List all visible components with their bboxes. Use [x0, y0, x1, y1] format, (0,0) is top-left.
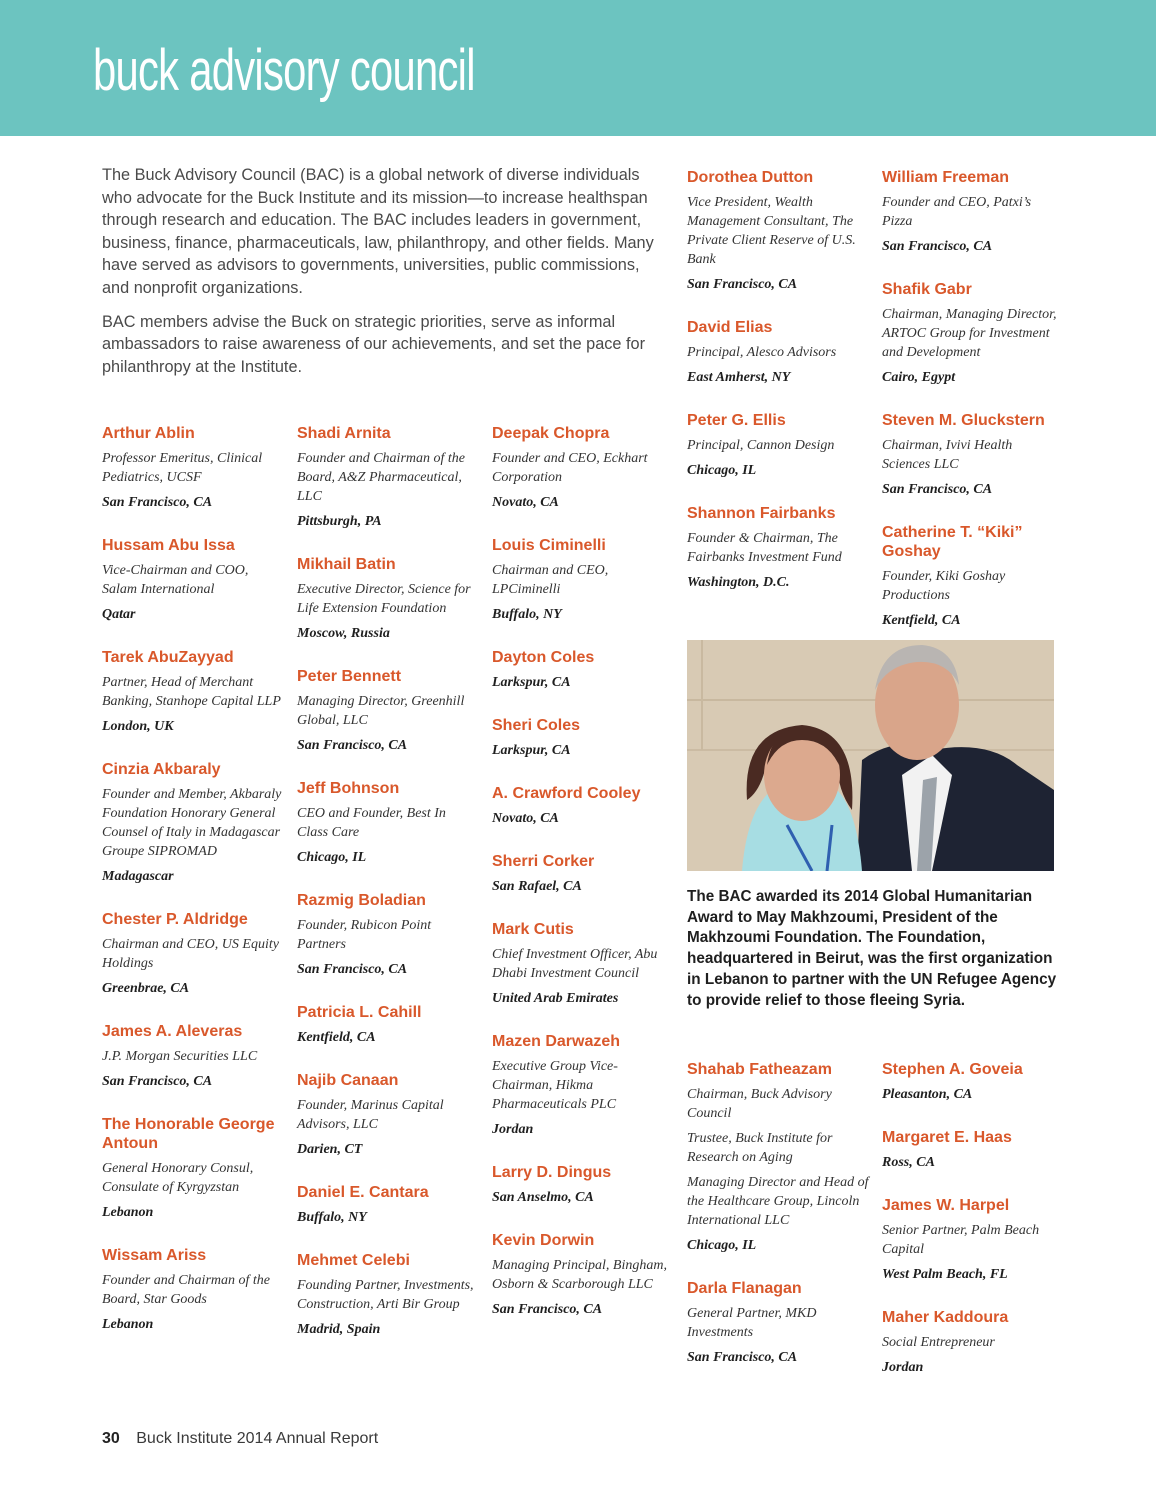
member-location: Novato, CA: [492, 811, 559, 826]
member-name: Mehmet Celebi: [297, 1252, 410, 1269]
member-title: Founder and CEO, Patxi’s Pizza: [882, 195, 1032, 229]
member-name: Larry D. Dingus: [492, 1164, 612, 1181]
member-name: Shahab Fatheazam: [687, 1061, 832, 1078]
member-entry: [102, 910, 284, 998]
member-entry: [297, 424, 479, 531]
intro-text: [102, 164, 654, 389]
member-name: Chester P. Aldridge: [102, 911, 248, 928]
member-name: Darla Flanagan: [687, 1280, 802, 1297]
member-entry: [882, 411, 1058, 499]
member-column: [492, 424, 674, 1343]
member-title: Principal, Cannon Design: [687, 438, 835, 453]
member-title: Founder and CEO, Eckhart Corporation: [492, 451, 648, 485]
header-band: [0, 0, 1156, 136]
member-location: Novato, CA: [492, 495, 559, 510]
member-entry: [687, 1279, 869, 1367]
member-location: San Francisco, CA: [882, 482, 993, 497]
publication-title: Buck Institute 2014 Annual Report: [136, 1430, 379, 1447]
member-name: Shafik Gabr: [882, 281, 972, 298]
member-entry: [102, 1022, 284, 1091]
member-location: Chicago, IL: [687, 1238, 757, 1253]
member-name: Deepak Chopra: [492, 425, 610, 442]
member-location: Buffalo, NY: [492, 607, 562, 622]
member-name: A. Crawford Cooley: [492, 785, 641, 802]
member-location: United Arab Emirates: [492, 991, 619, 1006]
page-title: buck advisory council: [93, 38, 475, 103]
member-location: Larkspur, CA: [492, 743, 571, 758]
intro-paragraph: The Buck Advisory Council (BAC) is a global network of diverse individuals who advocate for the Buck Institute and its mission—to increase healthspan through research and education. The BAC includes leaders in government, business, finance, pharmaceuticals, law, philanthropy, and other fields. Many have served as advisors to governments, universities, public commissions, and nonprofit organizations.: [102, 166, 654, 297]
member-location: Darien, CT: [297, 1142, 363, 1157]
member-location: Cairo, Egypt: [882, 370, 956, 385]
member-location: Madrid, Spain: [297, 1322, 381, 1337]
member-name: The Honorable George Antoun: [102, 1116, 275, 1152]
member-title: Founder and Chairman of the Board, A&Z Pharmaceutical, LLC: [297, 451, 465, 504]
member-name: James A. Aleveras: [102, 1023, 243, 1040]
member-entry: [102, 1115, 284, 1222]
member-name: Arthur Ablin: [102, 425, 195, 442]
member-title: Professor Emeritus, Clinical Pediatrics, UCSF: [102, 451, 263, 485]
member-entry: [687, 1060, 869, 1255]
member-title: Founder and Chairman of the Board, Star Goods: [102, 1273, 270, 1307]
member-name: William Freeman: [882, 169, 1010, 186]
member-location: San Francisco, CA: [297, 738, 408, 753]
member-name: Daniel E. Cantara: [297, 1184, 429, 1201]
member-location: Madagascar: [102, 869, 174, 884]
member-entry: [492, 716, 674, 760]
member-name: Cinzia Akbaraly: [102, 761, 221, 778]
member-title: Founder, Marinus Capital Advisors, LLC: [297, 1098, 444, 1132]
member-location: Lebanon: [102, 1205, 154, 1220]
member-title: Managing Director, Greenhill Global, LLC: [297, 694, 465, 728]
member-location: Qatar: [102, 607, 136, 622]
page-number: 30: [102, 1430, 120, 1447]
member-entry: [882, 1308, 1058, 1377]
member-title: Founder, Rubicon Point Partners: [297, 918, 432, 952]
member-location: Kentfield, CA: [297, 1030, 376, 1045]
member-entry: [102, 760, 284, 886]
member-column: [687, 1060, 869, 1391]
member-entry: [687, 318, 869, 387]
member-name: Peter Bennett: [297, 668, 402, 685]
member-name: Shadi Arnita: [297, 425, 391, 442]
member-name: Sheri Coles: [492, 717, 581, 734]
member-column: [297, 424, 479, 1363]
member-location: San Francisco, CA: [297, 962, 408, 977]
member-location: Greenbrae, CA: [102, 981, 190, 996]
member-entry: [882, 1196, 1058, 1284]
member-name: Shannon Fairbanks: [687, 505, 836, 522]
member-name: Jeff Bohnson: [297, 780, 400, 797]
member-location: West Palm Beach, FL: [882, 1267, 1008, 1282]
member-location: Chicago, IL: [297, 850, 367, 865]
member-location: London, UK: [102, 719, 174, 734]
member-name: Margaret E. Haas: [882, 1129, 1012, 1146]
member-name: Steven M. Gluckstern: [882, 412, 1045, 429]
page-footer: [102, 1430, 378, 1448]
member-title: Partner, Head of Merchant Banking, Stanhope Capital LLP: [102, 675, 281, 709]
member-entry: [492, 852, 674, 896]
member-entry: [297, 1003, 479, 1047]
member-title: Founder, Kiki Goshay Productions: [882, 569, 1006, 603]
member-entry: [882, 280, 1058, 387]
member-title: Founder and Member, Akbaraly Foundation Honorary General Counsel of Italy in Madagascar Groupe SIPROMAD: [102, 787, 282, 859]
member-name: Wissam Ariss: [102, 1247, 207, 1264]
photo-illustration: [687, 640, 1054, 871]
member-name: Tarek AbuZayyad: [102, 649, 234, 666]
member-entry: [102, 1246, 284, 1334]
member-title: Managing Principal, Bingham, Osborn & Scarborough LLC: [492, 1258, 667, 1292]
member-location: San Francisco, CA: [102, 1074, 213, 1089]
member-title: Chairman, Buck Advisory Council: [687, 1087, 832, 1121]
member-location: San Francisco, CA: [492, 1302, 603, 1317]
member-name: Kevin Dorwin: [492, 1232, 595, 1249]
member-name: Patricia L. Cahill: [297, 1004, 422, 1021]
member-name: Peter G. Ellis: [687, 412, 786, 429]
member-name: Mark Cutis: [492, 921, 574, 938]
member-title: Executive Director, Science for Life Extension Foundation: [297, 582, 471, 616]
member-column: [882, 1060, 1058, 1401]
member-entry: [882, 168, 1058, 256]
member-entry: [297, 1183, 479, 1227]
member-name: Catherine T. “Kiki” Goshay: [882, 524, 1023, 560]
member-location: Lebanon: [102, 1317, 154, 1332]
member-title: Social Entrepreneur: [882, 1335, 995, 1350]
member-title: Chairman, Ivivi Health Sciences LLC: [882, 438, 1013, 472]
member-name: David Elias: [687, 319, 773, 336]
member-title: General Honorary Consul, Consulate of Kyrgyzstan: [102, 1161, 254, 1195]
member-name: Hussam Abu Issa: [102, 537, 235, 554]
member-title: Senior Partner, Palm Beach Capital: [882, 1223, 1040, 1257]
member-name: Dorothea Dutton: [687, 169, 814, 186]
member-location: Pleasanton, CA: [882, 1087, 973, 1102]
intro-paragraph: BAC members advise the Buck on strategic priorities, serve as informal ambassadors to raise awareness of our achievements, and set the pace for philanthropy at the Institute.: [102, 312, 646, 376]
member-location: Buffalo, NY: [297, 1210, 367, 1225]
member-entry: [687, 411, 869, 480]
member-location: Jordan: [492, 1122, 534, 1137]
member-title: Trustee, Buck Institute for Research on Aging: [687, 1131, 833, 1165]
member-title: Chairman and CEO, LPCiminelli: [492, 563, 609, 597]
member-title: General Partner, MKD Investments: [687, 1306, 817, 1340]
member-entry: [297, 891, 479, 979]
member-entry: [492, 536, 674, 624]
member-location: San Francisco, CA: [102, 495, 213, 510]
member-entry: [492, 1163, 674, 1207]
member-entry: [102, 648, 284, 736]
member-location: Ross, CA: [882, 1155, 935, 1170]
member-title: Founder & Chairman, The Fairbanks Investment Fund: [687, 531, 842, 565]
member-title: Managing Director and Head of the Healthcare Group, Lincoln International LLC: [687, 1175, 869, 1228]
member-entry: [492, 424, 674, 512]
member-entry: [492, 1032, 674, 1139]
member-entry: [492, 1231, 674, 1319]
member-name: Sherri Corker: [492, 853, 595, 870]
member-entry: [882, 1128, 1058, 1172]
member-title: CEO and Founder, Best In Class Care: [297, 806, 446, 840]
member-title: Chief Investment Officer, Abu Dhabi Investment Council: [492, 947, 658, 981]
member-title: Principal, Alesco Advisors: [687, 345, 837, 360]
member-entry: [492, 920, 674, 1008]
member-title: Chairman and CEO, US Equity Holdings: [102, 937, 279, 971]
member-name: Mikhail Batin: [297, 556, 396, 573]
member-title: Executive Group Vice-Chairman, Hikma Pharmaceuticals PLC: [492, 1059, 618, 1112]
member-entry: [297, 667, 479, 755]
member-title: Chairman, Managing Director, ARTOC Group for Investment and Development: [882, 307, 1057, 360]
member-column: [687, 168, 869, 616]
member-location: Jordan: [882, 1360, 924, 1375]
member-entry: [102, 536, 284, 624]
member-column: [102, 424, 284, 1358]
member-location: San Rafael, CA: [492, 879, 582, 894]
member-name: Maher Kaddoura: [882, 1309, 1009, 1326]
member-entry: [492, 784, 674, 828]
member-location: San Francisco, CA: [687, 1350, 798, 1365]
member-title: Vice-Chairman and COO, Salam International: [102, 563, 249, 597]
member-name: Stephen A. Goveia: [882, 1061, 1023, 1078]
member-location: Washington, D.C.: [687, 575, 790, 590]
member-name: Mazen Darwazeh: [492, 1033, 621, 1050]
member-title: Founding Partner, Investments, Construction, Arti Bir Group: [297, 1278, 474, 1312]
photo-caption: The BAC awarded its 2014 Global Humanitarian Award to May Makhzoumi, President of the Makhzoumi Foundation. The Foundation, headquartered in Beirut, was the first organization in Lebanon to partner with the UN Refugee Agency to provide relief to those fleeing Syria.: [687, 888, 1057, 1009]
award-photo: [687, 640, 1054, 871]
member-name: James W. Harpel: [882, 1197, 1010, 1214]
member-entry: [492, 648, 674, 692]
member-location: Pittsburgh, PA: [297, 514, 382, 529]
member-entry: [297, 779, 479, 867]
member-location: Chicago, IL: [687, 463, 757, 478]
member-location: East Amherst, NY: [687, 370, 791, 385]
member-entry: [882, 1060, 1058, 1104]
member-location: Kentfield, CA: [882, 613, 961, 628]
member-name: Najib Canaan: [297, 1072, 399, 1089]
member-location: San Francisco, CA: [882, 239, 993, 254]
member-title: J.P. Morgan Securities LLC: [102, 1049, 258, 1064]
member-location: Larkspur, CA: [492, 675, 571, 690]
member-entry: [687, 504, 869, 592]
member-location: San Anselmo, CA: [492, 1190, 594, 1205]
member-entry: [297, 1071, 479, 1159]
member-name: Dayton Coles: [492, 649, 595, 666]
member-name: Razmig Boladian: [297, 892, 426, 909]
member-entry: [882, 523, 1058, 630]
member-entry: [297, 1251, 479, 1339]
member-entry: [102, 424, 284, 512]
member-location: San Francisco, CA: [687, 277, 798, 292]
member-title: Vice President, Wealth Management Consultant, The Private Client Reserve of U.S. Bank: [687, 195, 856, 267]
member-name: Louis Ciminelli: [492, 537, 606, 554]
member-location: Moscow, Russia: [297, 626, 390, 641]
member-entry: [297, 555, 479, 643]
member-column: [882, 168, 1058, 654]
member-entry: [687, 168, 869, 294]
